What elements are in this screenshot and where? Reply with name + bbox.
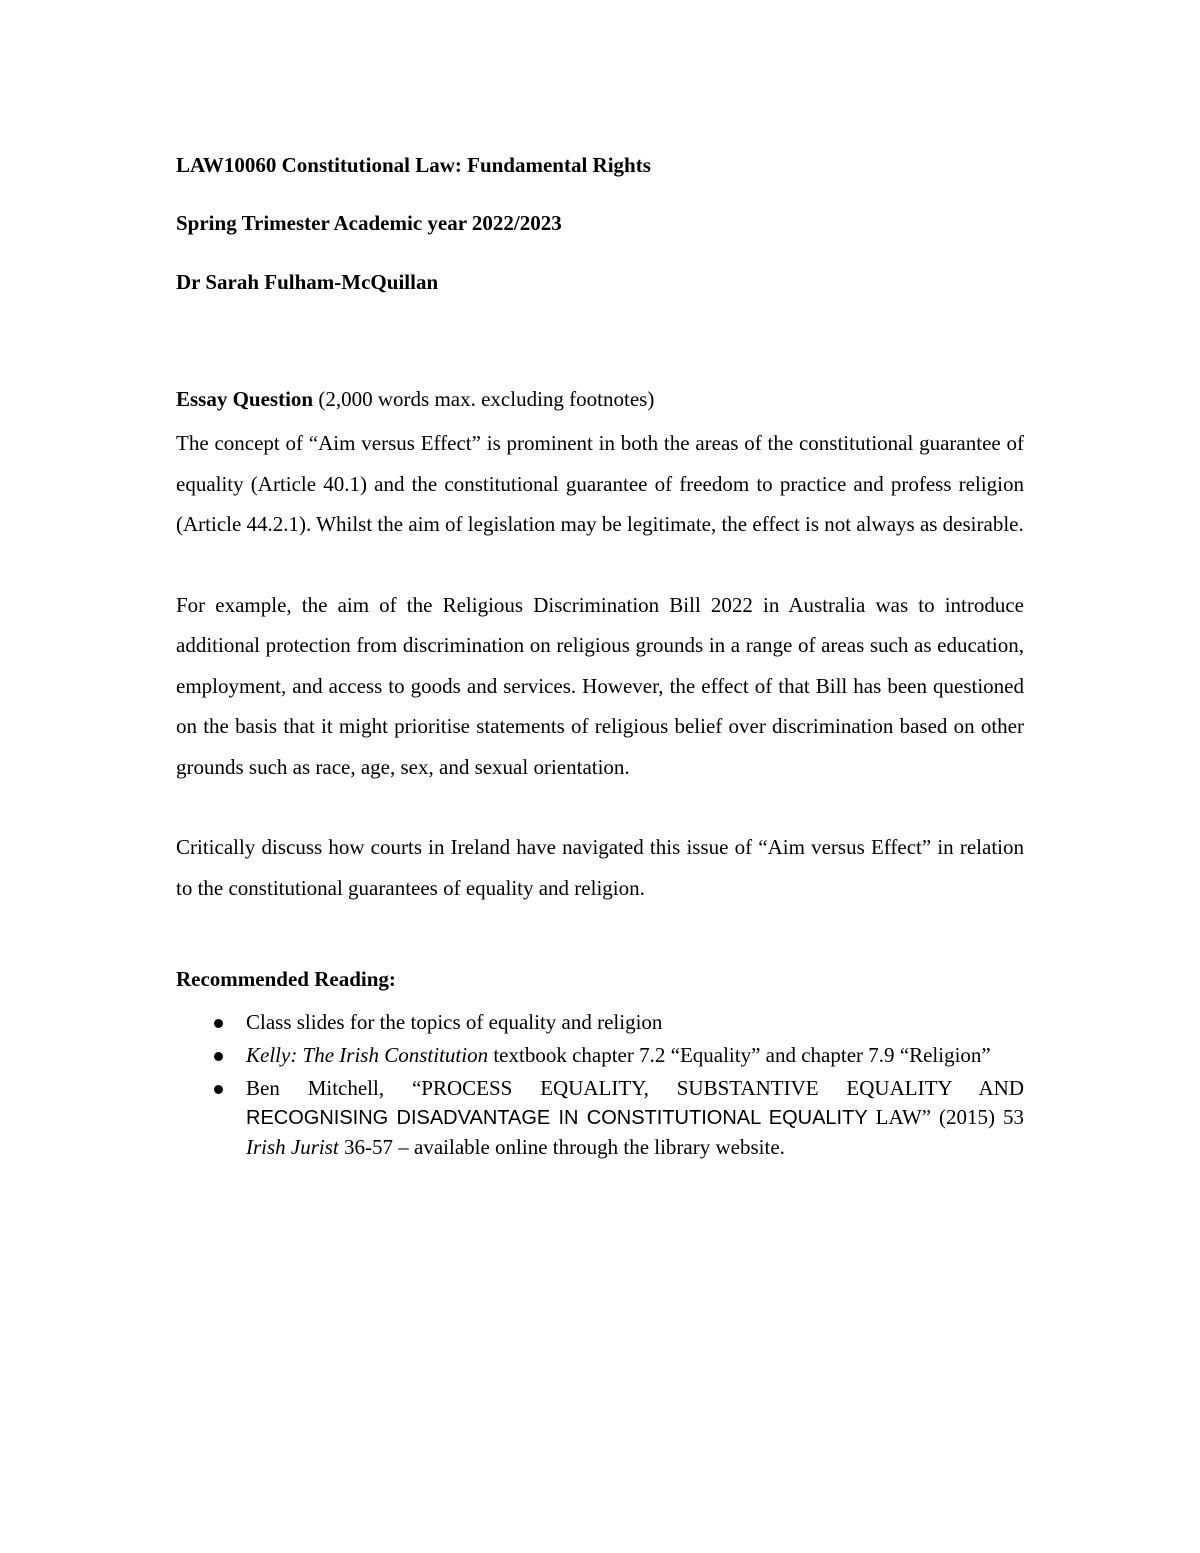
document-content bbox=[176, 150, 1024, 1166]
essay-paragraph-2: For example, the aim of the Religious Discrimination Bill 2022 in Australia was to introduce additional protection from discrimination on religious grounds in a range of areas such as education, employment, and access to goods and services. However, the effect of that Bill has been questioned on the basis that it might prioritise statements of religious belief over discrimination based on other grounds such as race, age, sex, and sexual orientation. bbox=[176, 592, 1024, 779]
bullet-icon bbox=[214, 1019, 223, 1028]
reading-item bbox=[176, 1041, 1024, 1070]
term-line: Spring Trimester Academic year 2022/2023 bbox=[176, 211, 562, 235]
reading-item bbox=[176, 1074, 1024, 1162]
essay-question-line bbox=[176, 384, 1024, 414]
essay-question-label: Essay Question bbox=[176, 387, 314, 411]
reading-item-1-text: Class slides for the topics of equality and religion bbox=[246, 1010, 663, 1034]
lecturer-name: Dr Sarah Fulham-McQuillan bbox=[176, 270, 439, 294]
reading-item-3-start: Ben Mitchell, “PROCESS EQUALITY, SUBSTANTIVE EQUALITY AND bbox=[246, 1076, 1024, 1100]
reading-item-2-title: Kelly: The Irish Constitution bbox=[246, 1043, 489, 1067]
reading-item-2-text: textbook chapter 7.2 “Equality” and chapter 7.9 “Religion” bbox=[488, 1043, 991, 1067]
course-title: LAW10060 Constitutional Law: Fundamental Rights bbox=[176, 153, 651, 177]
reading-item bbox=[176, 1008, 1024, 1037]
reading-list bbox=[176, 1008, 1024, 1162]
reading-item-3-title: RECOGNISING DISADVANTAGE IN CONSTITUTIONAL EQUALITY bbox=[246, 1107, 868, 1129]
bullet-icon bbox=[214, 1052, 223, 1061]
reading-item-3-end: 36-57 – available online through the library website. bbox=[338, 1135, 785, 1159]
essay-paragraph-1: The concept of “Aim versus Effect” is prominent in both the areas of the constitutional guarantee of equality (Article 40.1) and the constitutional guarantee of freedom to practice and profess religion (Article 44.2.1). Whilst the aim of legislation may be legitimate, the effect is not always as desirable. bbox=[176, 431, 1024, 536]
essay-word-limit: (2,000 words max. excluding footnotes) bbox=[313, 387, 655, 411]
reading-item-3-mid: LAW” (2015) 53 bbox=[867, 1105, 1024, 1129]
essay-paragraph-3: Critically discuss how courts in Ireland have navigated this issue of “Aim versus Effect” in relation to the constitutional guarantees of equality and religion. bbox=[176, 835, 1024, 900]
reading-item-3-journal: Irish Jurist bbox=[246, 1135, 339, 1159]
recommended-reading-heading: Recommended Reading: bbox=[176, 967, 396, 991]
bullet-icon bbox=[214, 1085, 223, 1094]
